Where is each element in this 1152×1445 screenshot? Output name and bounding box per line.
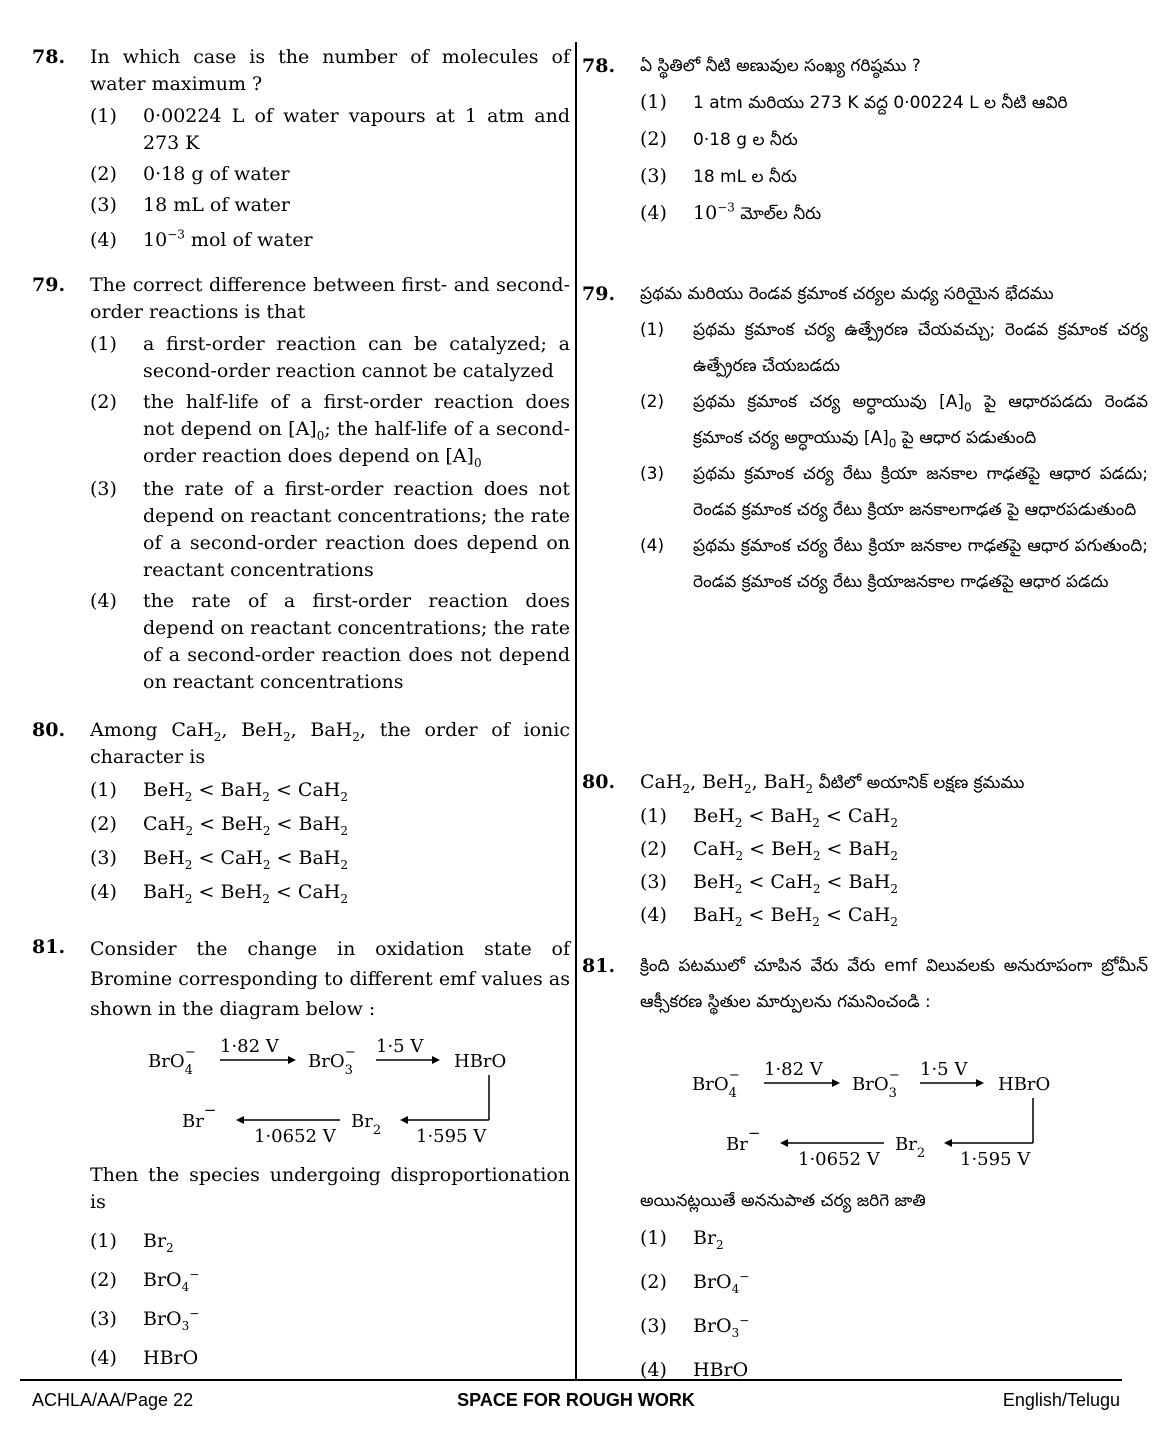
option-4: (4) BaH$_2$ < BeH$_2$ < CaH$_2$ [640, 904, 898, 929]
option-1: (1) $Br_2$ [90, 1230, 174, 1255]
question-stem: ఏ స్థితిలో నీటి అణువుల సంఖ్య గరిష్ఠము ? [640, 56, 921, 76]
emf-1-82: 1·82 V [220, 1036, 279, 1057]
bromine-emf-diagram [140, 1030, 540, 1155]
emf-1-595: 1·595 V [416, 1126, 487, 1147]
question-number: 80. [32, 719, 66, 741]
option-4: (4) $10^{-3}$ మోల్‌ల నీరు [640, 200, 822, 224]
option-2: (2) the half-life of a first-order reaction does not depend on $[A]_0$; the half-life of a second-order reaction does depend on $[A]_0$ [90, 391, 570, 470]
option-1: (1) 0·00224 L of water vapours at 1 atm and 273 K [90, 105, 570, 154]
option-1: (1) ప్రథమ క్రమాంక చర్య ఉత్ప్రేరణ చేయవచ్చు; రెండవ క్రమాంక చర్య ఉత్ప్రేరణ చేయబడదు [640, 320, 1148, 376]
emf-1-5: 1·5 V [920, 1059, 968, 1080]
option-4: (4) HBrO [90, 1347, 199, 1369]
question-number: 81. [32, 936, 66, 958]
option-3: (3) the rate of a first-order reaction does not depend on reactant concentrations; the rate of a second-order reaction does depend on reactant concentrations [90, 478, 570, 581]
question-number: 79. [32, 274, 66, 296]
option-3: (3) ప్రథమ క్రమాంక చర్య రేటు క్రియా జనకాల గాఢతపై ఆధార పడదు; రెండవ క్రమాంక చర్య రేటు క్రియా జనకాలగాఢత పై ఆధారపడుతుంది [640, 464, 1148, 520]
option-4: (4) the rate of a first-order reaction does depend on reactant concentrations; the rate of a second-order reaction does not depend on reactant concentrations [90, 590, 570, 693]
question-80-en [32, 717, 570, 906]
question-81-te [582, 948, 1148, 1020]
option-3: (3) 18 mL of water [90, 194, 290, 216]
question-stem: క్రింది పటములో చూపిన వేరు వేరు emf విలువలకు అనురూపంగా బ్రోమీన్ ఆక్సీకరణ స్థితుల మార్పులను గమనించండి : [640, 956, 1148, 1012]
option-1: (1) a first-order reaction can be catalyzed; a second-order reaction cannot be catalyzed [90, 333, 570, 382]
hbro-label: HBrO [454, 1051, 507, 1072]
option-2: (2) ప్రథమ క్రమాంక చర్య అర్ధాయువు $[A]_0$ పై ఆధారపడదు రెండవ క్రమాంక చర్య అర్ధాయువు $[A]_0$ పై ఆధార పడుతుంది [640, 392, 1149, 451]
option-4: (4) BaH$_2$ < BeH$_2$ < CaH$_2$ [90, 881, 348, 906]
question-number: 79. [582, 283, 616, 305]
emf-1-595: 1·595 V [960, 1149, 1031, 1170]
question-stem-after: Then the species undergoing disproportionation is [90, 1164, 570, 1213]
option-1: (1) $Br_2$ [640, 1227, 724, 1252]
emf-1-82: 1·82 V [764, 1059, 823, 1080]
question-81-en [32, 934, 570, 1024]
bro3-label: BrO$_3$− [852, 1068, 900, 1101]
question-79-en [32, 272, 570, 696]
br2-label: $Br_2$ [895, 1134, 926, 1161]
option-2: (2) CaH$_2$ < BeH$_2$ < BaH$_2$ [640, 838, 898, 863]
question-number: 80. [582, 771, 616, 793]
option-2: (2) 0·18 g of water [90, 163, 290, 185]
question-stem-after: అయినట్లయితే అననుపాత చర్య జరిగె జాతి [640, 1191, 926, 1211]
option-2: (2) 0·18 g ల నీరు [640, 128, 798, 150]
column-divider [575, 42, 577, 1379]
option-3: (3) BrO$_3$− [90, 1306, 200, 1333]
option-4: (4) ప్రథమ క్రమాంక చర్య రేటు క్రియా జనకాల గాఢతపై ఆధార పగుతుంది; రెండవ క్రమాంక చర్య రేటు క్రియాజనకాల గాఢతపై ఆధార పడదు [640, 536, 1148, 592]
language-label: English/Telugu [1002, 1390, 1120, 1410]
br2-label: $Br_2$ [351, 1111, 382, 1138]
option-2: (2) BrO$_4$− [640, 1269, 750, 1296]
question-stem: The correct difference between first- and second-order reactions is that [90, 274, 570, 323]
rough-work-label: SPACE FOR ROUGH WORK [457, 1390, 695, 1410]
emf-1-5: 1·5 V [376, 1036, 424, 1057]
bro4-label: BrO$_4$− [692, 1068, 740, 1101]
option-4: (4) HBrO [640, 1359, 749, 1381]
question-80-te [582, 766, 1148, 932]
question-stem: CaH$_2$, BeH$_2$, BaH$_2$ వీటిలో అయానిక్ లక్షణ క్రమము [640, 771, 1025, 796]
br-minus-label: Br− [726, 1124, 761, 1155]
emf-1-0652: 1·0652 V [798, 1149, 880, 1170]
option-1: (1) 1 atm మరియు 273 K వద్ద 0·00224 L ల నీటి ఆవిరి [640, 91, 1068, 113]
question-stem: Consider the change in oxidation state of Bromine corresponding to different emf values as shown in the diagram below : [90, 938, 570, 1020]
question-78-te [582, 48, 1148, 232]
page-id: ACHLA/AA/Page 22 [32, 1390, 194, 1410]
option-3: (3) BeH$_2$ < CaH$_2$ < BaH$_2$ [90, 847, 348, 872]
bro4-label: BrO$_4$− [148, 1045, 196, 1078]
emf-1-0652: 1·0652 V [254, 1126, 336, 1147]
option-3: (3) BrO$_3$− [640, 1313, 750, 1340]
bromine-emf-diagram [684, 1053, 1084, 1178]
hbro-label: HBrO [998, 1074, 1051, 1095]
question-81-te-continued [582, 1186, 1148, 1392]
option-4: (4) $10^{-3}$ mol of water [90, 227, 313, 251]
question-stem: ప్రథమ మరియు రెండవ క్రమాంక చర్యల మధ్య సరియైన భేదము [640, 284, 1054, 304]
option-3: (3) 18 mL ల నీరు [640, 165, 797, 187]
question-number: 81. [582, 955, 616, 977]
question-number: 78. [32, 46, 66, 68]
bro3-label: BrO$_3$− [308, 1045, 356, 1078]
question-79-te [582, 276, 1148, 600]
question-stem: In which case is the number of molecules of water maximum ? [90, 46, 570, 95]
question-81-en-continued [32, 1162, 570, 1372]
option-2: (2) CaH$_2$ < BeH$_2$ < BaH$_2$ [90, 813, 348, 838]
option-1: (1) BeH$_2$ < BaH$_2$ < CaH$_2$ [90, 779, 348, 804]
question-number: 78. [582, 55, 616, 77]
br-minus-label: Br− [182, 1101, 217, 1132]
option-3: (3) BeH$_2$ < CaH$_2$ < BaH$_2$ [640, 871, 898, 896]
option-1: (1) BeH$_2$ < BaH$_2$ < CaH$_2$ [640, 805, 898, 830]
option-2: (2) BrO$_4$− [90, 1267, 200, 1294]
question-stem: Among CaH$_2$, BeH$_2$, BaH$_2$, the order of ionic character is [90, 719, 570, 768]
question-78-en [32, 44, 570, 254]
